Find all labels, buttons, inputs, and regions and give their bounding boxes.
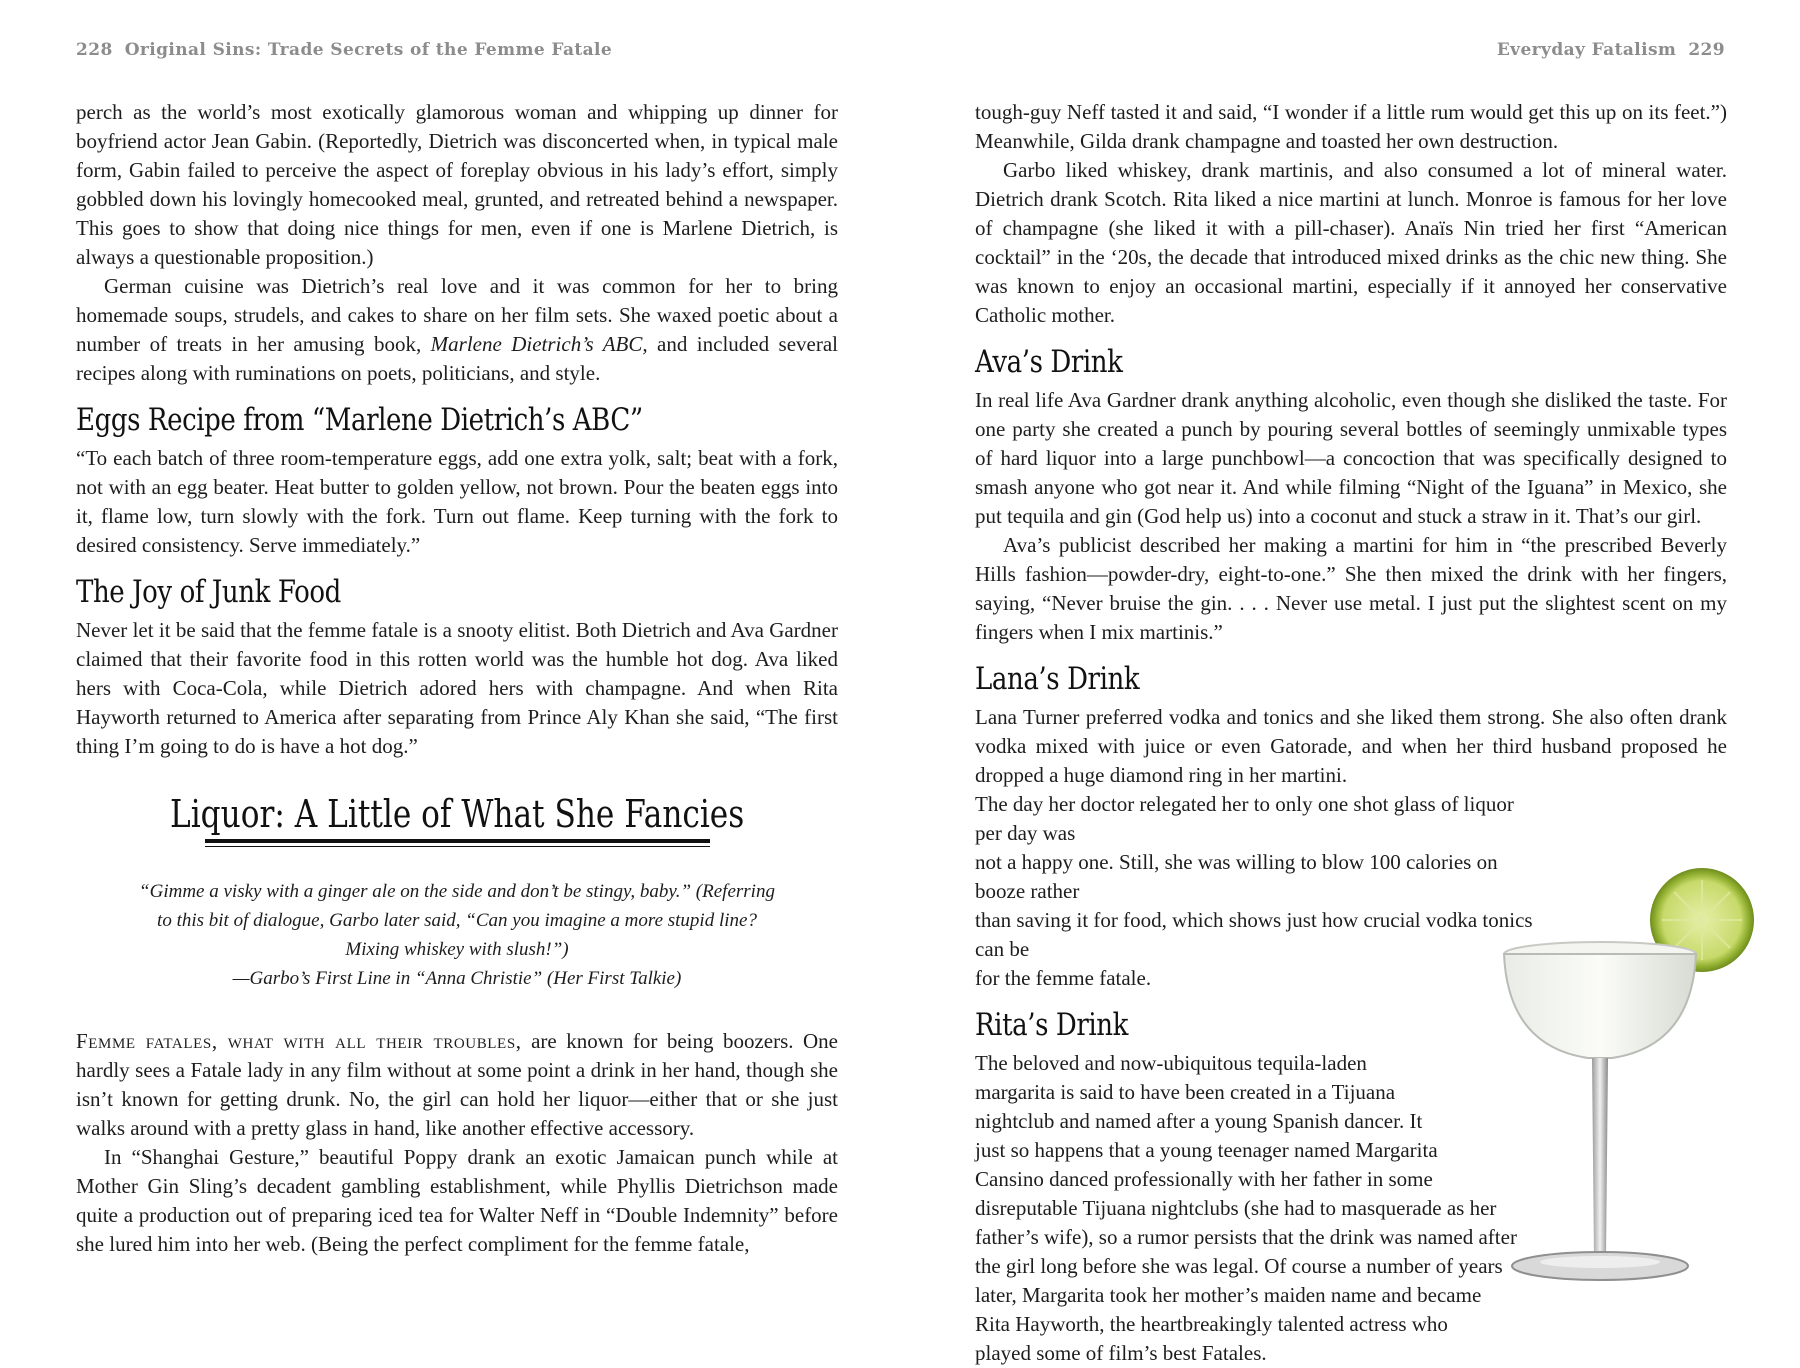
avas-drink-paragraph-2: Ava’s publicist described her making a martini for him in “the prescribed Beverly Hills fashion—powder-dry, eight-to-one.” She then mixed the drink with her fingers, saying, “Never bruise the gin. . . . Never use metal. I just put the slightest scent on my fingers when I mix martinis.” (975, 533, 1727, 644)
glass-bowl (1504, 954, 1696, 1058)
intro-paragraph-2-text-a: German cuisine was Dietrich’s real love and it was common for her to bring homemade soups, strudels, and cakes to share on her film sets. She waxed poetic about a number of treats in her amusing book, (76, 274, 838, 356)
section-title-rule (205, 839, 710, 847)
ritas-drink-line: disreputable Tijuana nightclubs (she had to masquerade as her (975, 1196, 1497, 1220)
epigraph-line: “Gimme a visky with a ginger ale on the side and don’t be stingy, baby.” (Referring (139, 881, 775, 902)
epigraph-line: to this bit of dialogue, Garbo later said, “Can you imagine a more stupid line? (157, 910, 757, 931)
right-page-number: 229 (1688, 40, 1725, 60)
liquor-paragraph-1 (76, 1027, 838, 1143)
epigraph-line: Mixing whiskey with slush!”) (345, 939, 569, 960)
continued-paragraph-1: tough-guy Neff tasted it and said, “I wonder if a little rum would get this up on its feet.”) Meanwhile, Gilda drank champagne and toasted her own destruction. (975, 100, 1727, 153)
ritas-drink-line: later, Margarita took her mother’s maiden name and became (975, 1283, 1482, 1307)
liquor-paragraph-1-text: are known for being boozers. One hardly sees a Fatale lady in any film without at some point a drink in her hand, though she isn’t known for getting drunk. No, the girl can hold her liquor—either that or she just walks around with a pretty glass in hand, like another effective accessory. (76, 1029, 838, 1140)
ritas-drink-line: Cansino danced professionally with her father in some (975, 1167, 1433, 1191)
section-title: Liquor: A Little of What She Fancies (169, 792, 745, 836)
lanas-drink-line: for the femme fatale. (975, 966, 1152, 990)
intro-paragraph-1: perch as the world’s most exotically glamorous woman and whipping up dinner for boyfriend actor Jean Gabin. (Reportedly, Dietrich was disconcerted when, in typical male form, Gabin failed to perceive the aspect of foreplay obvious in his lady’s effort, simply gobbled down his lovingly homecooked meal, grunted, and retreated behind a newspaper. This goes to show that doing nice things for men, even if one is Marlene Dietrich, is always a questionable proposition.) (76, 100, 838, 269)
lanas-drink-heading: Lana’s Drink (975, 661, 1140, 697)
right-running-head (1497, 40, 1725, 60)
book-title: Marlene Dietrich’s ABC, (430, 332, 648, 356)
lanas-drink-paragraph: Lana Turner preferred vodka and tonics and she liked them strong. She also often drank vodka mixed with juice or even Gatorade, and when her third husband proposed he dropped a huge diamond ring in her martini. (975, 705, 1727, 787)
ritas-drink-line: played some of film’s best Fatales. (975, 1341, 1267, 1365)
avas-drink-heading: Ava’s Drink (975, 344, 1123, 380)
left-page-number: 228 (76, 40, 113, 60)
junk-food-heading: The Joy of Junk Food (76, 574, 341, 610)
lanas-drink-line: The day her doctor relegated her to only one shot glass of liquor per day was (975, 792, 1514, 845)
ritas-drink-line: the girl long before she was legal. Of course a number of years (975, 1254, 1503, 1278)
intro-paragraph-2-text-b: and included several recipes along with ruminations on poets, politicians, and style. (76, 332, 838, 385)
eggs-recipe-text: “To each batch of three room-temperature eggs, add one extra yolk, salt; beat with a fork, not with an egg beater. Heat butter to golden yellow, not brown. Pour the beaten eggs into it, flame low, turn slowly with the fork. Turn out flame. Keep turning with the fork to desired consistency. Serve immediately.” (76, 446, 838, 557)
lanas-drink-line: not a happy one. Still, she was willing to blow 100 calories on booze rather (975, 850, 1498, 903)
left-running-title: Original Sins: Trade Secrets of the Femme Fatale (124, 40, 613, 60)
glass-stem (1592, 1058, 1608, 1258)
left-running-head (76, 40, 612, 60)
eggs-recipe-heading: Eggs Recipe from “Marlene Dietrich’s ABC” (76, 402, 643, 438)
margarita-glass-icon (1490, 858, 1780, 1298)
ritas-drink-line: The beloved and now-ubiquitous tequila-laden (975, 1051, 1367, 1075)
liquor-paragraph-2: In “Shanghai Gesture,” beautiful Poppy drank an exotic Jamaican punch while at Mother Gin Sling’s decadent gambling establishment, while Phyllis Dietrichson made quite a production out of preparing iced tea for Walter Neff in “Double Indemnity” before she lured him into her web. (Being the perfect compliment for the femme fatale, (76, 1145, 838, 1256)
ritas-drink-line: margarita is said to have been created in a Tijuana (975, 1080, 1396, 1104)
left-page-body (76, 98, 838, 1259)
ritas-drink-line: nightclub and named after a young Spanish dancer. It (975, 1109, 1423, 1133)
continued-paragraph-2: Garbo liked whiskey, drank martinis, and also consumed a lot of mineral water. Dietrich drank Scotch. Rita liked a nice martini at lunch. Monroe is famous for her love of champagne (she liked it with a pill-chaser). Anaïs Nin tried her first “American cocktail” in the ‘20s, the decade that introduced mixed drinks as the chic new thing. She was known to enjoy an occasional martini, especially if it annoyed her conservative Catholic mother. (975, 158, 1727, 327)
ritas-drink-line: Rita Hayworth, the heartbreakingly talented actress who (975, 1312, 1448, 1336)
section-title-block (76, 791, 838, 847)
epigraph (116, 877, 798, 993)
intro-paragraph-2 (76, 272, 838, 388)
junk-food-text: Never let it be said that the femme fatale is a snooty elitist. Both Dietrich and Ava Gardner claimed that their favorite food in this rotten world was the humble hot dog. Ava liked hers with Coca-Cola, while Dietrich adored hers with champagne. And when Rita Hayworth returned to America after separating from Prince Aly Khan she said, “The first thing I’m going to do is have a hot dog.” (76, 618, 838, 758)
left-page (0, 0, 900, 1350)
ritas-drink-heading: Rita’s Drink (975, 1007, 1129, 1043)
ritas-drink-line: father’s wife), so a rumor persists that the drink was named after (975, 1225, 1517, 1249)
lanas-drink-line: than saving it for food, which shows just how crucial vodka tonics can be (975, 908, 1533, 961)
right-running-title: Everyday Fatalism (1496, 40, 1677, 60)
avas-drink-paragraph-1: In real life Ava Gardner drank anything alcoholic, even though she disliked the taste. For one party she created a punch by pouring several bottles of seemingly unmixable types of hard liquor into a large punchbowl—a concoction that was specifically designed to smash anyone who got near it. And while filming “Night of the Iguana” in Mexico, she put tequila and gin (God help us) into a coconut and stuck a straw in it. That’s our girl. (975, 388, 1727, 528)
liquor-lead-in: Femme fatales, what with all their troubles, (76, 1029, 522, 1053)
ritas-drink-line: just so happens that a young teenager named Margarita (975, 1138, 1438, 1162)
epigraph-attribution: —Garbo’s First Line in “Anna Christie” (Her First Talkie) (232, 968, 682, 989)
